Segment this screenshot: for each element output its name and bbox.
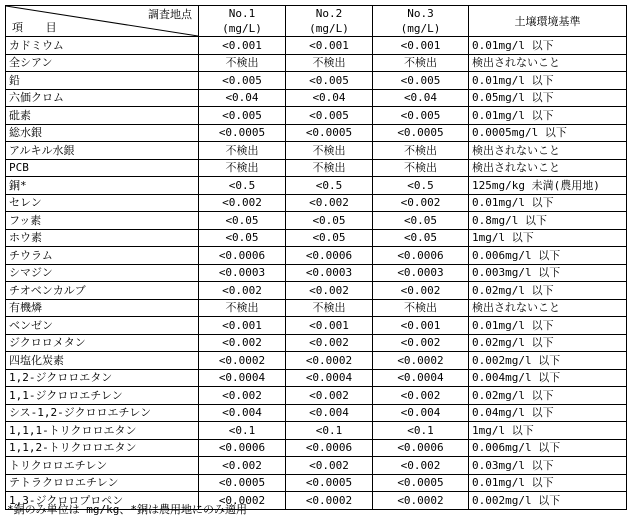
no2-value-cell: 不検出 xyxy=(286,299,373,317)
no3-value-cell: <0.001 xyxy=(373,317,469,335)
standard-value-cell: 0.01mg/l 以下 xyxy=(469,72,627,90)
no2-value-cell: <0.001 xyxy=(286,317,373,335)
no2-value-cell: <0.002 xyxy=(286,282,373,300)
table-row xyxy=(6,159,627,177)
no3-value-cell: <0.005 xyxy=(373,107,469,125)
no3-value-cell: 不検出 xyxy=(373,142,469,160)
no2-value-cell: <0.002 xyxy=(286,457,373,475)
item-name-cell: セレン xyxy=(6,194,199,212)
no2-value-cell: <0.0006 xyxy=(286,439,373,457)
standard-value-cell: 1mg/l 以下 xyxy=(469,229,627,247)
no3-value-cell: <0.05 xyxy=(373,212,469,230)
table-row xyxy=(6,369,627,387)
no2-value-cell: <0.002 xyxy=(286,334,373,352)
column-header-no1-name: No.1 xyxy=(228,7,256,20)
no3-value-cell: <0.05 xyxy=(373,229,469,247)
table-row xyxy=(6,264,627,282)
item-name-cell: 1,1-ジクロロエチレン xyxy=(6,387,199,405)
column-header-no1 xyxy=(199,6,286,37)
item-name-cell: 銅* xyxy=(6,177,199,195)
item-name-cell: 砒素 xyxy=(6,107,199,125)
no1-value-cell: 不検出 xyxy=(199,159,286,177)
no2-value-cell: <0.0005 xyxy=(286,124,373,142)
table-row xyxy=(6,334,627,352)
no1-value-cell: <0.002 xyxy=(199,334,286,352)
no1-value-cell: <0.002 xyxy=(199,194,286,212)
no1-value-cell: <0.0002 xyxy=(199,492,286,510)
no3-value-cell: <0.002 xyxy=(373,194,469,212)
no3-value-cell: <0.0005 xyxy=(373,474,469,492)
footnote: *銅のみ単位は mg/kg、*銅は農用地にのみ適用 xyxy=(7,503,247,516)
item-name-cell: 有機燐 xyxy=(6,299,199,317)
table-row xyxy=(6,317,627,335)
table-row xyxy=(6,37,627,55)
item-name-cell: トリクロロエチレン xyxy=(6,457,199,475)
table-row xyxy=(6,177,627,195)
no3-value-cell: 不検出 xyxy=(373,54,469,72)
standard-value-cell: 0.05mg/l 以下 xyxy=(469,89,627,107)
no3-value-cell: <0.002 xyxy=(373,387,469,405)
standard-value-cell: 1mg/l 以下 xyxy=(469,422,627,440)
no3-value-cell: <0.0005 xyxy=(373,124,469,142)
table-row xyxy=(6,89,627,107)
item-name-cell: 1,1,1-トリクロロエタン xyxy=(6,422,199,440)
no1-value-cell: <0.0003 xyxy=(199,264,286,282)
item-name-cell: 総水銀 xyxy=(6,124,199,142)
no1-value-cell: <0.0006 xyxy=(199,439,286,457)
table-row xyxy=(6,439,627,457)
item-name-cell: カドミウム xyxy=(6,37,199,55)
no1-value-cell: <0.1 xyxy=(199,422,286,440)
no1-value-cell: 不検出 xyxy=(199,54,286,72)
no1-value-cell: <0.001 xyxy=(199,317,286,335)
table-row xyxy=(6,404,627,422)
no2-value-cell: <0.05 xyxy=(286,229,373,247)
no2-value-cell: 不検出 xyxy=(286,142,373,160)
column-header-no2-unit: (mg/L) xyxy=(309,22,349,35)
no2-value-cell: <0.0005 xyxy=(286,474,373,492)
no1-value-cell: <0.04 xyxy=(199,89,286,107)
item-name-cell: 四塩化炭素 xyxy=(6,352,199,370)
standard-value-cell: 検出されないこと xyxy=(469,54,627,72)
column-header-no2-name: No.2 xyxy=(315,7,343,20)
column-header-no2 xyxy=(286,6,373,37)
table-row xyxy=(6,194,627,212)
no1-value-cell: 不検出 xyxy=(199,142,286,160)
standard-value-cell: 0.03mg/l 以下 xyxy=(469,457,627,475)
standard-value-cell: 0.02mg/l 以下 xyxy=(469,334,627,352)
item-name-cell: 1,3-ジクロロプロペン xyxy=(6,492,199,510)
no1-value-cell: 不検出 xyxy=(199,299,286,317)
no3-value-cell: <0.0002 xyxy=(373,492,469,510)
no2-value-cell: <0.1 xyxy=(286,422,373,440)
standard-value-cell: 0.02mg/l 以下 xyxy=(469,387,627,405)
item-name-cell: ジクロロメタン xyxy=(6,334,199,352)
standard-value-cell: 0.01mg/l 以下 xyxy=(469,107,627,125)
no3-value-cell: <0.0002 xyxy=(373,352,469,370)
column-header-no3-name: No.3 xyxy=(407,7,434,20)
no2-value-cell: <0.004 xyxy=(286,404,373,422)
corner-header-cell xyxy=(6,6,199,37)
no2-value-cell: <0.0003 xyxy=(286,264,373,282)
item-name-cell: 六価クロム xyxy=(6,89,199,107)
no1-value-cell: <0.005 xyxy=(199,107,286,125)
table-row xyxy=(6,72,627,90)
standard-value-cell: 0.002mg/l 以下 xyxy=(469,492,627,510)
no2-value-cell: <0.0004 xyxy=(286,369,373,387)
no3-value-cell: 不検出 xyxy=(373,159,469,177)
standard-value-cell: 0.006mg/l 以下 xyxy=(469,439,627,457)
no1-value-cell: <0.002 xyxy=(199,387,286,405)
no3-value-cell: <0.005 xyxy=(373,72,469,90)
item-name-cell: フッ素 xyxy=(6,212,199,230)
no2-value-cell: <0.05 xyxy=(286,212,373,230)
standard-value-cell: 0.002mg/l 以下 xyxy=(469,352,627,370)
table-row xyxy=(6,457,627,475)
item-name-cell: 全シアン xyxy=(6,54,199,72)
item-name-cell: ホウ素 xyxy=(6,229,199,247)
column-header-no1-unit: (mg/L) xyxy=(222,22,262,35)
no1-value-cell: <0.05 xyxy=(199,212,286,230)
item-name-cell: チオベンカルブ xyxy=(6,282,199,300)
standard-value-cell: 0.0005mg/l 以下 xyxy=(469,124,627,142)
item-name-cell: 1,1,2-トリクロロエタン xyxy=(6,439,199,457)
standard-value-cell: 0.01mg/l 以下 xyxy=(469,194,627,212)
standard-value-cell: 125mg/kg 未満(農用地) xyxy=(469,177,627,195)
no3-value-cell: <0.004 xyxy=(373,404,469,422)
item-name-cell: 1,2-ジクロロエタン xyxy=(6,369,199,387)
column-header-standard xyxy=(469,6,627,37)
soil-analysis-table xyxy=(5,5,627,510)
standard-value-cell: 0.01mg/l 以下 xyxy=(469,37,627,55)
no3-value-cell: <0.002 xyxy=(373,457,469,475)
no3-value-cell: <0.0004 xyxy=(373,369,469,387)
no1-value-cell: <0.0002 xyxy=(199,352,286,370)
column-header-standard-label: 土壌環境基準 xyxy=(514,14,581,28)
table-row xyxy=(6,124,627,142)
item-name-cell: アルキル水銀 xyxy=(6,142,199,160)
no2-value-cell: <0.04 xyxy=(286,89,373,107)
no2-value-cell: <0.001 xyxy=(286,37,373,55)
no3-value-cell: <0.04 xyxy=(373,89,469,107)
item-name-cell: シス-1,2-ジクロロエチレン xyxy=(6,404,199,422)
no3-value-cell: <0.1 xyxy=(373,422,469,440)
item-name-cell: ベンゼン xyxy=(6,317,199,335)
no1-value-cell: <0.0004 xyxy=(199,369,286,387)
header-row xyxy=(6,6,627,37)
table-row xyxy=(6,54,627,72)
no3-value-cell: <0.0006 xyxy=(373,439,469,457)
table-row xyxy=(6,247,627,265)
standard-value-cell: 検出されないこと xyxy=(469,159,627,177)
standard-value-cell: 0.01mg/l 以下 xyxy=(469,317,627,335)
table-row xyxy=(6,229,627,247)
table-body xyxy=(6,6,627,510)
no2-value-cell: <0.0006 xyxy=(286,247,373,265)
table-row xyxy=(6,212,627,230)
item-name-cell: チウラム xyxy=(6,247,199,265)
corner-header-item: 項 目 xyxy=(12,21,65,34)
no3-value-cell: <0.0003 xyxy=(373,264,469,282)
standard-value-cell: 検出されないこと xyxy=(469,142,627,160)
no1-value-cell: <0.05 xyxy=(199,229,286,247)
no1-value-cell: <0.002 xyxy=(199,457,286,475)
item-name-cell: シマジン xyxy=(6,264,199,282)
no2-value-cell: 不検出 xyxy=(286,54,373,72)
no1-value-cell: <0.5 xyxy=(199,177,286,195)
item-name-cell: テトラクロロエチレン xyxy=(6,474,199,492)
no2-value-cell: <0.002 xyxy=(286,387,373,405)
no2-value-cell: <0.5 xyxy=(286,177,373,195)
no3-value-cell: <0.002 xyxy=(373,334,469,352)
no1-value-cell: <0.0006 xyxy=(199,247,286,265)
corner-header-survey-point: 調査地点 xyxy=(148,8,192,21)
no3-value-cell: <0.001 xyxy=(373,37,469,55)
table-row xyxy=(6,299,627,317)
no3-value-cell: 不検出 xyxy=(373,299,469,317)
standard-value-cell: 0.003mg/l 以下 xyxy=(469,264,627,282)
no3-value-cell: <0.5 xyxy=(373,177,469,195)
no1-value-cell: <0.001 xyxy=(199,37,286,55)
standard-value-cell: 0.004mg/l 以下 xyxy=(469,369,627,387)
table-row xyxy=(6,387,627,405)
no3-value-cell: <0.002 xyxy=(373,282,469,300)
standard-value-cell: 0.04mg/l 以下 xyxy=(469,404,627,422)
no2-value-cell: 不検出 xyxy=(286,159,373,177)
no2-value-cell: <0.0002 xyxy=(286,492,373,510)
table-row xyxy=(6,282,627,300)
standard-value-cell: 0.01mg/l 以下 xyxy=(469,474,627,492)
no3-value-cell: <0.0006 xyxy=(373,247,469,265)
no2-value-cell: <0.002 xyxy=(286,194,373,212)
item-name-cell: PCB xyxy=(6,159,199,177)
table-row xyxy=(6,474,627,492)
standard-value-cell: 0.02mg/l 以下 xyxy=(469,282,627,300)
table-row xyxy=(6,142,627,160)
column-header-no3 xyxy=(373,6,469,37)
no2-value-cell: <0.005 xyxy=(286,107,373,125)
no1-value-cell: <0.0005 xyxy=(199,474,286,492)
no2-value-cell: <0.005 xyxy=(286,72,373,90)
table-row xyxy=(6,107,627,125)
no1-value-cell: <0.004 xyxy=(199,404,286,422)
no1-value-cell: <0.005 xyxy=(199,72,286,90)
table-row xyxy=(6,352,627,370)
standard-value-cell: 検出されないこと xyxy=(469,299,627,317)
standard-value-cell: 0.006mg/l 以下 xyxy=(469,247,627,265)
standard-value-cell: 0.8mg/l 以下 xyxy=(469,212,627,230)
no1-value-cell: <0.0005 xyxy=(199,124,286,142)
item-name-cell: 鉛 xyxy=(6,72,199,90)
no2-value-cell: <0.0002 xyxy=(286,352,373,370)
column-header-no3-unit: (mg/L) xyxy=(400,22,441,35)
no1-value-cell: <0.002 xyxy=(199,282,286,300)
table-row xyxy=(6,422,627,440)
